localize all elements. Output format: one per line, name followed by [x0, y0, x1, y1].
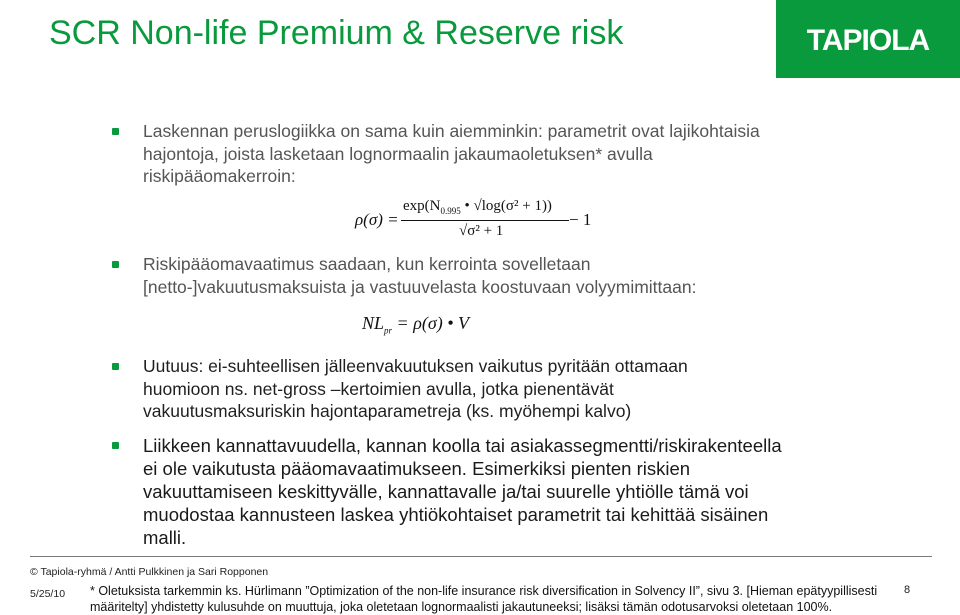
bullet-3-line-3: vakuutusmaksuriskin hajontaparametreja (ks. myöhempi kalvo) [143, 401, 632, 421]
footnote-line-1: * Oletuksista tarkemmin ks. Hürlimann ”Optimization of the non-life insurance risk diversification in Solvency II”, sivu 3. [Hieman epätyypillisesti [90, 584, 878, 598]
bullet-1-line-3: riskipääomakerroin: [143, 166, 296, 186]
bullet-1-line-2: hajontoja, joista lasketaan lognormaalin jakaumaoletuksen* avulla [143, 143, 653, 164]
formula-numerator-exp: exp(N [403, 198, 441, 214]
logo-text: TAPIOLA [806, 24, 930, 57]
bullet-marker [112, 363, 119, 370]
formula-rho-minus-one: − 1 [569, 210, 592, 229]
formula-nl-subscript: pr [384, 325, 393, 336]
bullet-4-line-3: vakuuttamiseen keskittyvälle, kannattavalle ja/tai suurelle yhtiölle tämä voi [143, 481, 749, 502]
footnote [90, 583, 877, 615]
formula-nl-rest: = ρ(σ) • V [392, 313, 469, 333]
bullet-marker [112, 128, 119, 135]
bullet-1-line-1: Laskennan peruslogiikka on sama kuin aiemminkin: parametrit ovat lajikohtaisia [143, 121, 760, 141]
bullet-text-2 [143, 253, 696, 298]
formula-numerator-subscript: 0.995 [440, 206, 461, 216]
formula-nl [362, 313, 469, 336]
footer-divider [30, 556, 932, 557]
formula-rho-denominator: √σ² + 1 [459, 223, 504, 239]
formula-nl-lhs: NL [362, 313, 385, 333]
bullet-text-4 [143, 434, 782, 549]
bullet-2-line-1: Riskipääomavaatimus saadaan, kun kerrointa sovelletaan [143, 254, 591, 274]
bullet-4-line-5: malli. [143, 527, 187, 548]
formula-rho [355, 194, 595, 250]
bullet-text-3 [143, 355, 688, 423]
bullet-3-line-1: Uutuus: ei-suhteellisen jälleenvakuutuksen vaikutus pyritään ottamaan [143, 356, 688, 376]
formula-fraction-bar [401, 220, 569, 221]
bullet-marker [112, 261, 119, 268]
bullet-3-line-2: huomioon ns. net-gross –kertoimien avulla, jotka pienentävät [143, 378, 614, 399]
bullet-marker [112, 442, 119, 449]
bullet-text-1 [143, 120, 760, 188]
bullet-4-line-1: Liikkeen kannattavuudella, kannan koolla tai asiakassegmentti/riskirakenteella [143, 435, 782, 456]
bullet-4-line-2: ei ole vaikutusta pääomavaatimukseen. Esimerkiksi pienten riskien [143, 458, 691, 479]
formula-rho-lhs: ρ(σ) = [355, 210, 399, 229]
footer-page-number: 8 [904, 584, 911, 596]
page-title: SCR Non-life Premium & Reserve risk [49, 14, 624, 52]
bullet-2-line-2: [netto-]vakuutusmaksuista ja vastuuvelasta koostuvaan volyymimittaan: [143, 276, 697, 297]
footer-copyright: © Tapiola-ryhmä / Antti Pulkkinen ja Sari Ropponen [30, 566, 269, 578]
bullet-4-line-4: muodostaa kannusteen laskea yhtiökohtaiset parametrit tai kehittää sisäinen [143, 504, 769, 525]
formula-rho-numerator [403, 198, 552, 216]
formula-numerator-rest: • √log(σ² + 1)) [460, 198, 552, 214]
footer-date: 5/25/10 [30, 588, 66, 600]
footnote-line-2: määritelty] yhdistetty kulusuhde on muuttuja, joka oletetaan lognormaalisti jakautuneeksi; lisäksi tämän odotusarvoksi oletetaan 100%. [90, 600, 833, 614]
tapiola-logo [776, 0, 960, 78]
